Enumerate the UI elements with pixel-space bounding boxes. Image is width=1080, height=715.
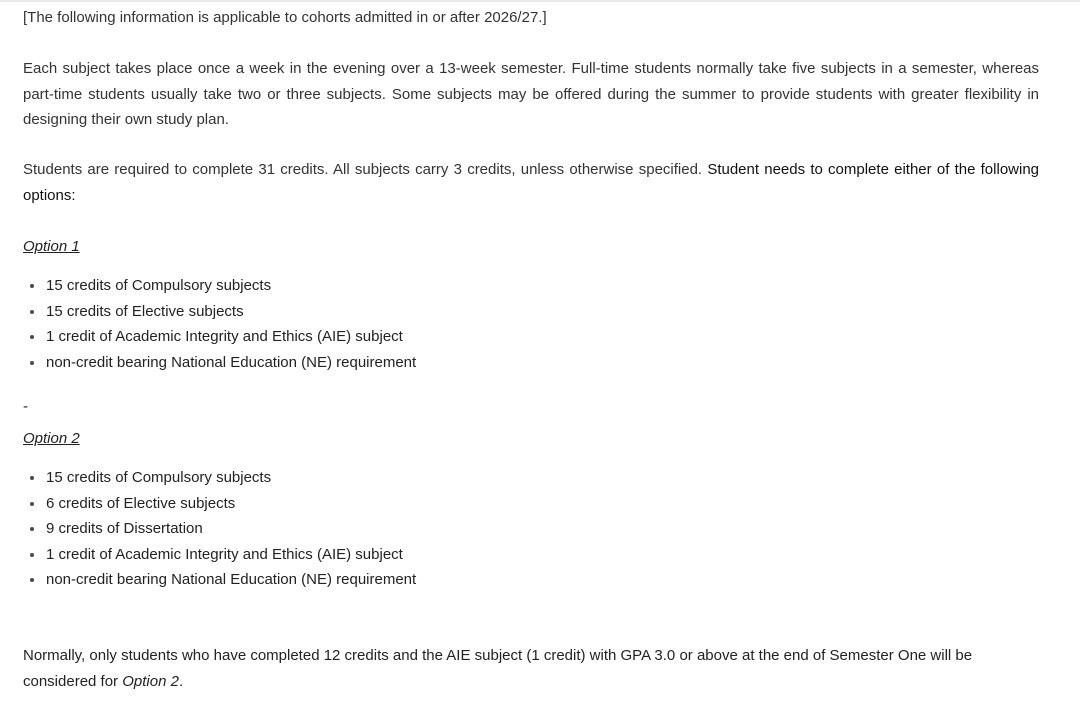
- list-item-text: non-credit bearing National Education (NE) requirement: [46, 571, 417, 588]
- credits-emphasis: Student needs to complete either of the following options:: [23, 161, 1040, 204]
- list-item-text: 1 credit of Academic Integrity and Ethics (AIE) subject: [46, 328, 403, 345]
- list-item: [23, 324, 416, 350]
- list-item-text: 15 credits of Compulsory subjects: [46, 277, 272, 294]
- bullet-icon: [30, 361, 34, 365]
- list-item-text: non-credit bearing National Education (NE) requirement: [46, 353, 417, 371]
- list-item: [23, 299, 416, 325]
- list-item-text: 1 credit of Academic Integrity and Ethics (AIE) subject: [46, 545, 403, 563]
- option-2-list: [23, 465, 416, 593]
- credits-text: Students are required to complete 31 credits. All subjects carry 3 credits, unless otherwise specified.: [23, 161, 703, 178]
- credits-paragraph: [23, 157, 1039, 208]
- cohort-note: [The following information is applicable to cohorts admitted in or after 2026/27.]: [23, 9, 547, 26]
- list-item-text: 15 credits of Elective subjects: [46, 302, 244, 320]
- options-separator: -: [23, 398, 28, 415]
- bullet-icon: [30, 335, 34, 339]
- bullet-icon: [30, 310, 34, 314]
- bullet-icon: [30, 553, 34, 557]
- list-item-text: 9 credits of Dissertation: [46, 520, 203, 537]
- bullet-icon: [30, 527, 34, 531]
- option-1-heading: Option 1: [23, 238, 80, 255]
- top-divider: [0, 0, 1080, 2]
- list-item: [23, 491, 416, 517]
- option-2-heading: Option 2: [23, 430, 80, 447]
- bullet-icon: [30, 578, 34, 582]
- list-item-text: 6 credits of Elective subjects: [46, 494, 236, 512]
- list-item-text: 15 credits of Compulsory subjects: [46, 469, 272, 486]
- closing-period: .: [178, 672, 184, 690]
- list-item: [23, 542, 416, 568]
- closing-option-reference: Option 2: [122, 672, 179, 690]
- closing-text: Normally, only students who have completed 12 credits and the AIE subject (1 credit) with GPA 3.0 or above at the end of Semester One will be considered for: [23, 647, 973, 690]
- intro-paragraph: Each subject takes place once a week in the evening over a 13-week semester. Full-time students normally take five subjects in a semester, whereas part-time students usually take two or three subjects. Some subjects may be offered during the summer to provide students with greater flexibility in designing their own study plan.: [23, 60, 1039, 128]
- option-1-list: [23, 273, 416, 375]
- list-item: [23, 465, 416, 491]
- closing-paragraph: [23, 643, 1039, 694]
- list-item: [23, 350, 416, 376]
- list-item: [23, 567, 416, 593]
- bullet-icon: [30, 476, 34, 480]
- bullet-icon: [30, 284, 34, 288]
- list-item: [23, 273, 416, 299]
- list-item: [23, 516, 416, 542]
- bullet-icon: [30, 502, 34, 506]
